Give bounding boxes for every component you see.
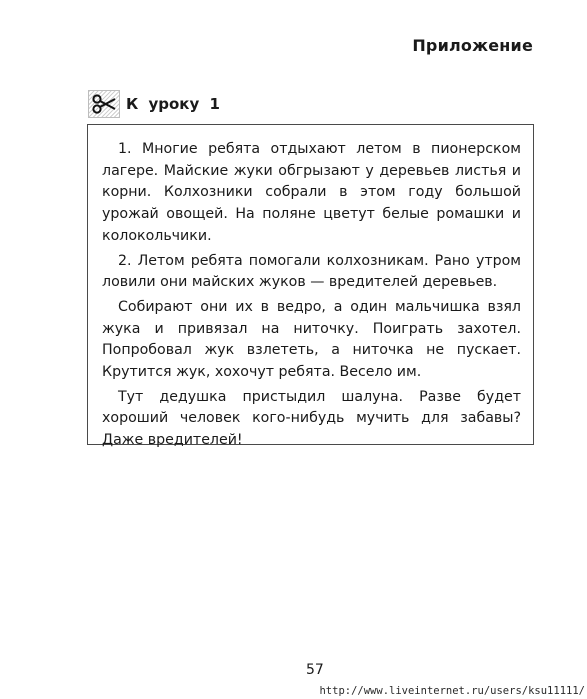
watermark-url: http://www.liveinternet.ru/users/ksu11111/: [319, 685, 585, 697]
scissors-icon: [88, 90, 120, 118]
lesson-title: К уроку 1: [126, 95, 220, 113]
text-box: [87, 124, 534, 449]
lesson-heading: [88, 90, 220, 118]
paragraph-4: Тут дедушка пристыдил шалуна. Разве будет хороший человек кого-нибудь мучить для забавы? Даже вредителей!: [102, 388, 521, 449]
paragraph-2: 2. Летом ребята помогали колхозникам. Рано утром ловили они майских жуков — вредителей деревьев.: [102, 252, 521, 291]
paragraph-1: 1. Многие ребята отдыхают летом в пионерском лагере. Майские жуки обгрызают у деревьев листья и корни. Колхозники собрали в этом году большой урожай овощей. На поляне цветут белые ромашки и колокольчики.: [102, 141, 521, 244]
paragraph-3: Собирают они их в ведро, а один мальчишка взял жука и привязал на ниточку. Поиграть захотел. Попробовал жук взлететь, а ниточка не пускает. Крутится жук, хохочут ребята. Весело им.: [102, 298, 521, 381]
page-number: 57: [306, 662, 324, 678]
appendix-heading: Приложение: [412, 36, 533, 55]
